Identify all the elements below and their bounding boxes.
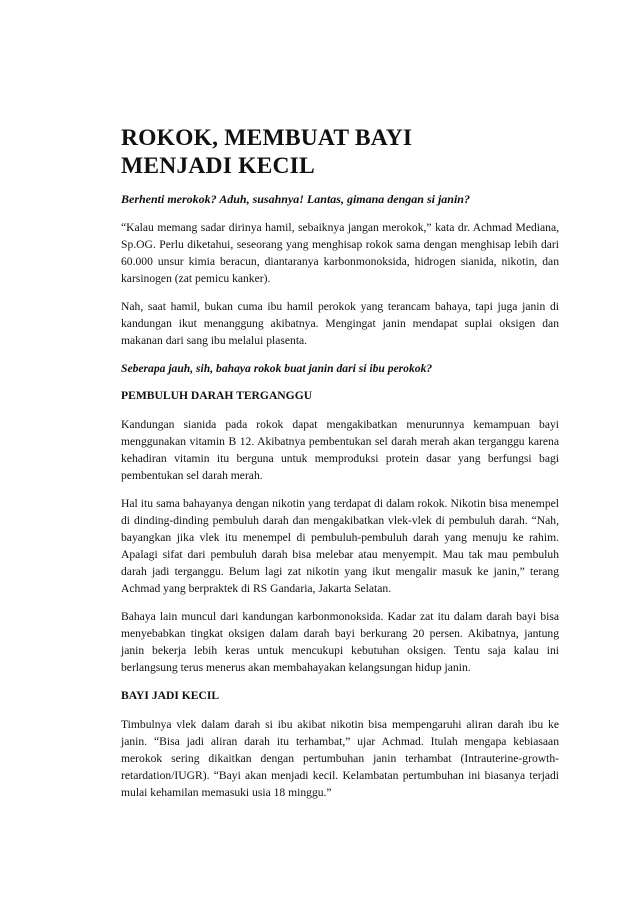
- paragraph-6: Timbulnya vlek dalam darah si ibu akibat nikotin bisa mempengaruhi aliran darah ibu ke janin. “Bisa jadi aliran darah itu terhambat,” ujar Achmad. Itulah mengapa kebiasaan merokok sering dikaitkan dengan pertumbuhan janin terhambat (Intrauterine-growth-retardation/IUGR). “Bayi akan menjadi kecil. Kelambatan pertumbuhan ini biasanya terjadi mulai kehamilan memasuki usia 18 minggu.”: [121, 718, 559, 799]
- paragraph-2: Nah, saat hamil, bukan cuma ibu hamil perokok yang terancam bahaya, tapi juga janin di kandungan ikut menanggung akibatnya. Mengingat janin mendapat suplai oksigen dan makanan dari sang ibu melalui plasenta.: [121, 300, 559, 347]
- article-title: [121, 124, 559, 180]
- question-line: Seberapa jauh, sih, bahaya rokok buat janin dari si ibu perokok?: [121, 362, 433, 375]
- document-page: [121, 124, 559, 812]
- paragraph-5: Bahaya lain muncul dari kandungan karbonmonoksida. Kadar zat itu dalam darah bayi bisa menyebabkan tingkat oksigen dalam darah bayi berkurang 20 persen. Akibatnya, jantung janin bekerja lebih keras untuk mencukupi kebutuhan oksigen. Tentu saja kalau ini berlangsung terus menerus akan membahayakan kelangsungan hidup janin.: [121, 610, 559, 674]
- paragraph-3: Kandungan sianida pada rokok dapat mengakibatkan menurunnya kemampuan bayi menggunakan vitamin B 12. Akibatnya pembentukan sel darah merah akan terganggu karena kehadiran vitamin itu berguna untuk memproduksi protein dasar yang berfungsi bagi pembentukan sel darah merah.: [121, 418, 559, 482]
- paragraph-1: “Kalau memang sadar dirinya hamil, sebaiknya jangan merokok,” kata dr. Achmad Mediana, Sp.OG. Perlu diketahui, seseorang yang menghisap rokok sama dengan menghisap lebih dari 60.000 unsur kimia beracun, diantaranya karbonmonoksida, hidrogen sianida, nikotin, dan karsinogen (zat pemicu kanker).: [121, 221, 559, 285]
- section-heading-pembuluh: PEMBULUH DARAH TERGANGGU: [121, 389, 313, 402]
- article-subtitle: Berhenti merokok? Aduh, susahnya! Lantas, gimana dengan si janin?: [121, 192, 470, 206]
- section-heading-bayi: BAYI JADI KECIL: [121, 689, 220, 702]
- title-line-1: ROKOK, MEMBUAT BAYI: [121, 125, 413, 151]
- paragraph-4: Hal itu sama bahayanya dengan nikotin yang terdapat di dalam rokok. Nikotin bisa menempel di dinding-dinding pembuluh darah dan mengakibatkan vlek-vlek di pembuluh darah. “Nah, bayangkan jika vlek itu menempel di pembuluh-pembuluh darah yang menuju ke rahim. Apalagi sifat dari pembuluh darah bisa melebar atau menyempit. Mau tak mau pembuluh darah jadi terganggu. Belum lagi zat nikotin yang ikut mengalir masuk ke janin,” terang Achmad yang berpraktek di RS Gandaria, Jakarta Selatan.: [121, 497, 559, 595]
- title-line-2: MENJADI KECIL: [121, 153, 315, 179]
